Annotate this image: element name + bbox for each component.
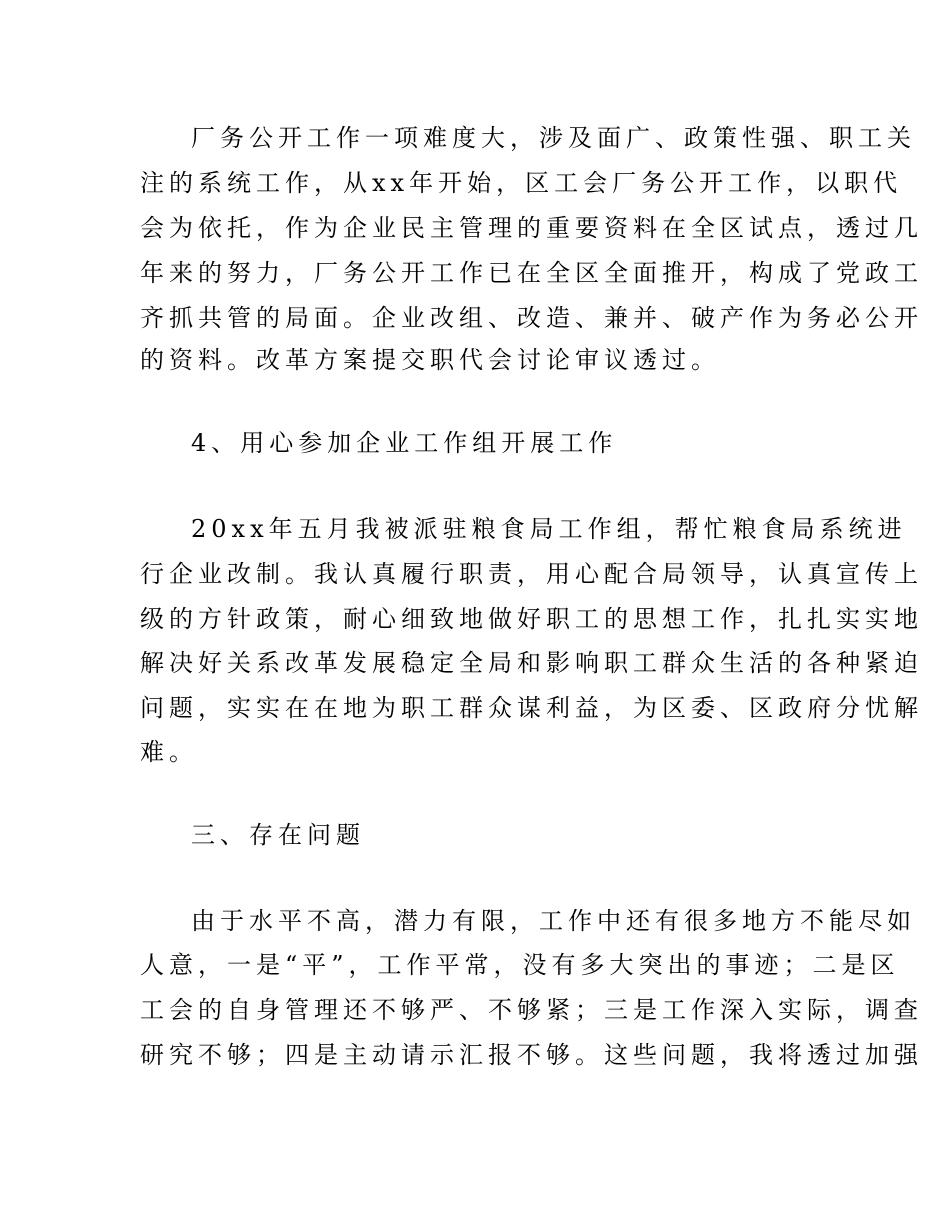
paragraph-2-line-6: 难。 — [140, 738, 198, 766]
paragraph-2-line-3: 级的方针政策，耐心细致地做好职工的思想工作，扎扎实实地 — [140, 605, 923, 633]
paragraph-2-line-5: 问题，实实在在地为职工群众谋利益，为区委、区政府分忧解 — [140, 694, 923, 722]
paragraph-1-line-2: 注的系统工作，从xx年开始，区工会厂务公开工作，以职代 — [140, 169, 903, 197]
paragraph-1-line-6: 的资料。改革方案提交职代会讨论审议透过。 — [140, 346, 720, 374]
section-heading-4: 4、用心参加企业工作组开展工作 — [191, 429, 618, 457]
paragraph-3-line-3: 工会的自身管理还不够严、不够紧；三是工作深入实际，调查 — [140, 996, 923, 1024]
paragraph-3-line-1: 由于水平不高，潜力有限，工作中还有很多地方不能尽如 — [191, 907, 916, 935]
paragraph-1-line-4: 年来的努力，厂务公开工作已在全区全面推开，构成了党政工 — [140, 259, 923, 287]
paragraph-3-line-2: 人意，一是“平”，工作平常，没有多大突出的事迹；二是区 — [140, 951, 900, 979]
paragraph-2-line-1: 20xx年五月我被派驻粮食局工作组，帮忙粮食局系统进 — [191, 515, 907, 543]
paragraph-3-line-4: 研究不够；四是主动请示汇报不够。这些问题，我将透过加强 — [140, 1041, 923, 1069]
paragraph-1-line-1: 厂务公开工作一项难度大，涉及面广、政策性强、职工关 — [191, 124, 916, 152]
paragraph-1-line-3: 会为依托，作为企业民主管理的重要资料在全区试点，透过几 — [140, 214, 923, 242]
section-heading-3: 三、存在问题 — [191, 821, 365, 849]
paragraph-2-line-2: 行企业改制。我认真履行职责，用心配合局领导，认真宣传上 — [140, 560, 923, 588]
paragraph-1-line-5: 齐抓共管的局面。企业改组、改造、兼并、破产作为务必公开 — [140, 304, 923, 332]
paragraph-2-line-4: 解决好关系改革发展稳定全局和影响职工群众生活的各种紧迫 — [140, 649, 923, 677]
